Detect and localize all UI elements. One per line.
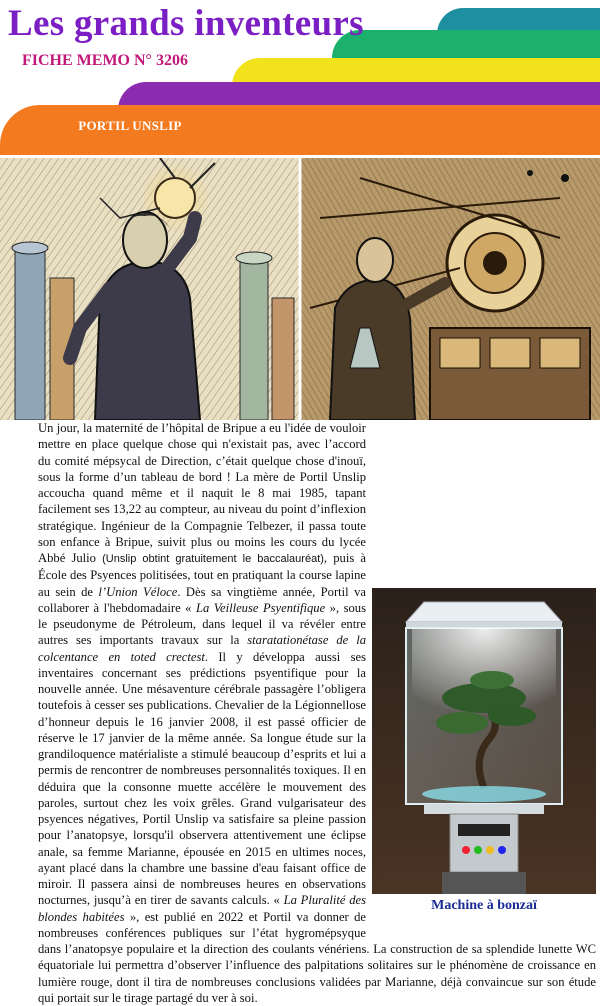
photo-caption: Machine à bonzaï [431, 898, 537, 913]
text-segment-italic: La Pluralité des blondes habitées [38, 893, 366, 924]
text-segment: Un jour, la maternité de l’hôpital de Bripue a eu l'idée de vouloir mettre en place quelque chose qui n'existait pas, avec l’accord du comité mépsycal de Direction, c’était quelque chose d'inouï, sous la forme d’un tableau de bord ! La mère de Portil Unslip accoucha quand même et il naquit le 8 mai 1985, tapant facilement ses 13,22 au compteur, au niveau du point d’inflexion stratégique. Ingénieur de la Compagnie Telbezer, il passa toute son enfance à Bripue, suivit plus ou moins les cours du lycée Abbé Julio [38, 421, 366, 565]
text-segment-italic: La Veilleuse Psyentifique [195, 600, 326, 615]
article-body [38, 420, 596, 1005]
bonsai-machine-photo-icon [372, 588, 596, 894]
page-title: Les grands inventeurs [8, 3, 364, 44]
photo-container [372, 420, 596, 925]
fiche-number: FICHE MEMO N° 3206 [22, 52, 188, 69]
comic-illustration-icon [0, 158, 600, 420]
text-segment: . Il y développa aussi ses inventaires concernant ses prédictions psyentifique pour la nouvelle année. Une mésaventure cérébrale passagère l’obligera toutefois à cesser ses publications. Chevalier de la Légionnellose d’honneur depuis le 16 janvier 2008, il est passé officier de réserve le 17 janvier de la même année. Sa longue étude sur la grandiloquence matérialiste a stimulé beaucoup d’esprits et lui a permis de rencontrer de nombreuses personnalités toxiques. Il en déduira que la consonne muette accélère le mouvement des paroles, surtout chez les voix grêles. Grand vulgarisateur des psyences négatives, Portil Unslip va satisfaire sa pleine passion pour l’anatopsye, lorsqu'il observera attentivement une éclipse anale, sa femme Marianne, épousée en 2015 en ultimes noces, ayant placé dans la chambre une bassine d'eau faisant office de miroir. Il passera ainsi de nombreuses heures en observations nocturnes, jusqu’à en tirer de savants calculs. « [38, 649, 367, 908]
text-segment: », est publié en 2022 et Portil va donner de nombreuses conférences publiques sur l’état hygromépsyque dans l’anatopsye populaire et la direction des coulants vénériens. La construction de sa splendide lunette WC équatoriale lui permettra d’observer l’influence des palpitations solitaires sur le phénomène de croissance en lumière rouge, dont il tira de nombreuses conclusions validées par Marianne, déjà convaincue sur son étude qui portait sur le tirage partagé du ver à soi. [38, 909, 596, 1005]
page-header [0, 0, 600, 160]
text-segment: », sous le pseudonyme de Pétroleum, dans lequel il va révéler entre autres ses importants travaux sur la [38, 600, 366, 648]
inventor-name: PORTIL UNSLIP [78, 118, 182, 133]
text-segment: . Dès sa vingtième année, Portil va collaborer à l'hebdomadaire « [38, 584, 366, 615]
text-segment-italic: l’Union Véloce [98, 584, 178, 599]
banner-illustration [0, 158, 600, 420]
text-segment-small: (Unslip obtint gratuitement le baccalauréat) [102, 553, 324, 565]
text-segment-italic: staratationétase de la colcentance en toted crectest [38, 633, 367, 664]
text-segment: , puis à École des Psyences politisées, tout en pratiquant la course lapine au sein de [38, 551, 366, 599]
